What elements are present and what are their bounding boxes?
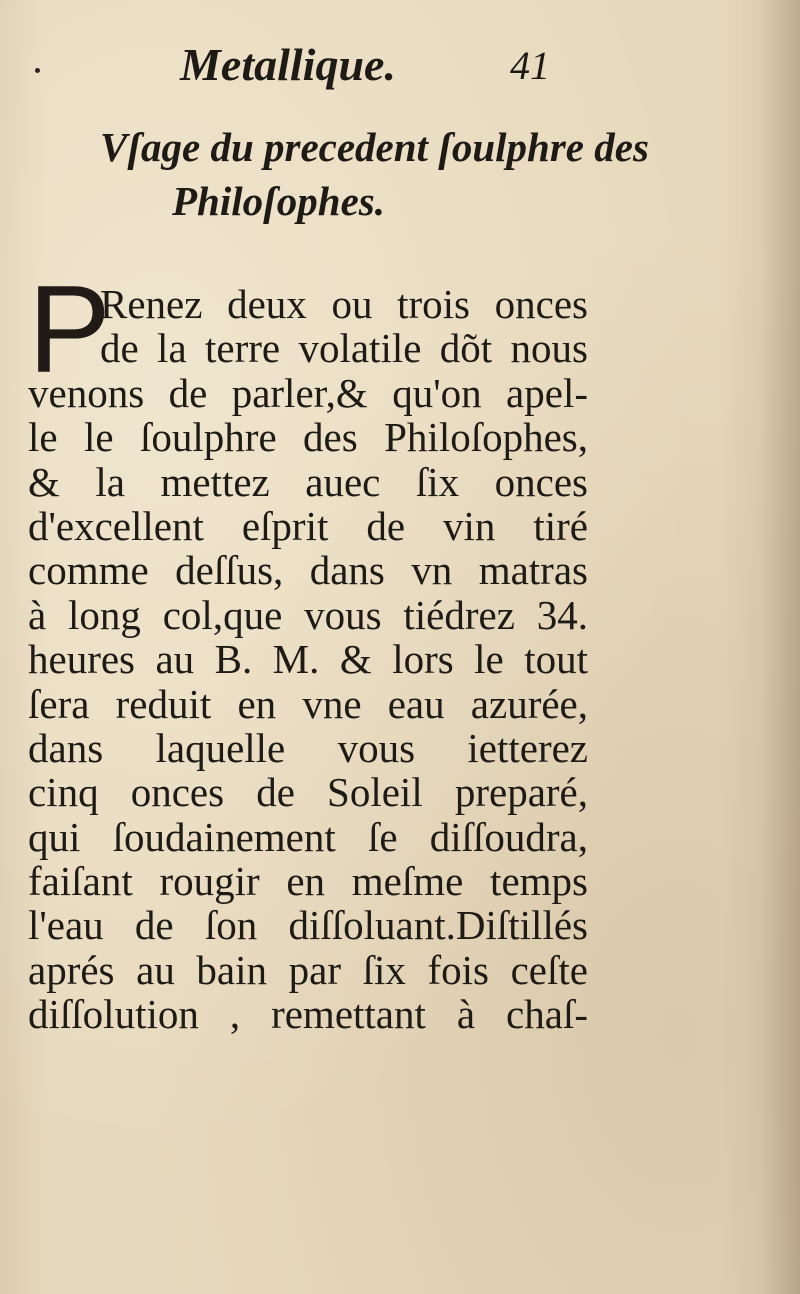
page-edge-shadow [760, 0, 800, 1294]
body-line: d'excellent eſprit de vin tiré [28, 502, 588, 549]
page-number: 41 [510, 43, 550, 88]
printer-mark [35, 68, 40, 73]
section-title-line-1: Vſage du precedent ſoulphre des [100, 124, 649, 170]
body-line: comme deſſus, dans vn matras [28, 547, 588, 594]
running-head: Metallique. [180, 39, 396, 90]
body-line: heures au B. M. & lors le tout [28, 636, 588, 683]
body-line: aprés au bain par ſix fois ceſte [28, 946, 588, 993]
body-line: Renez deux ou trois onces [100, 281, 588, 327]
body-line: qui ſoudainement ſe diſſoudra, [28, 813, 588, 860]
section-title-line-2: Philoſophes. [172, 178, 385, 224]
body-line: & la mettez auec ſix onces [28, 458, 588, 505]
body-line: venons de parler,& qu'on apel- [28, 369, 588, 416]
body-line: de la terre volatile dõt nous [100, 325, 588, 372]
body-line: ſera reduit en vne eau azurée, [28, 680, 588, 727]
section-title [100, 120, 700, 228]
body-line: diſſolution , remettant à chaſ- [28, 991, 588, 1038]
body-line: à long col,que vous tiédrez 34. [28, 591, 588, 638]
body-line: l'eau de ſon diſſoluant.Diſtillés [28, 902, 588, 949]
body-line: dans laquelle vous ietterez [28, 724, 588, 771]
drop-cap: P [28, 261, 111, 399]
body-line: cinq onces de Soleil preparé, [28, 769, 588, 816]
body-line: le le ſoulphre des Philoſophes, [28, 414, 588, 461]
body-text [28, 282, 588, 1037]
body-line: faiſant rougir en meſme temps [28, 858, 588, 905]
